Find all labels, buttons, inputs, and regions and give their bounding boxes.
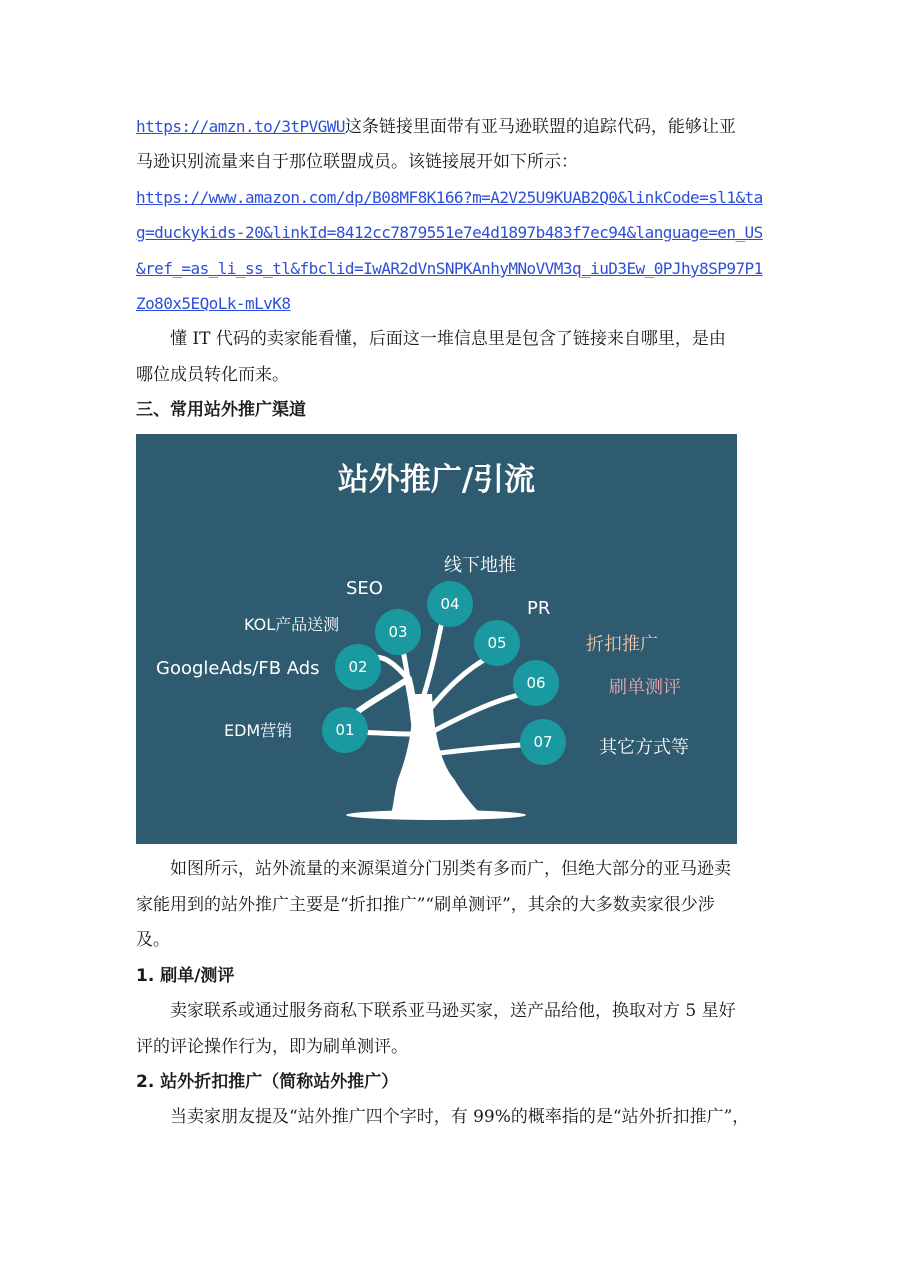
it-paragraph-line-1: 懂 IT 代码的卖家能看懂，后面这一堆信息里是包含了链接来自哪里，是由 <box>170 329 726 349</box>
node-07-circle: 07 <box>520 719 566 765</box>
label-googleads: GoogleAds/FB Ads <box>156 658 320 679</box>
long-link-line-2 <box>136 222 766 244</box>
link-paragraph-line-2: 马逊识别流量来自于那位联盟成员。该链接展开如下所示： <box>136 152 578 172</box>
label-others: 其它方式等 <box>599 737 689 758</box>
node-06-circle: 06 <box>513 660 559 706</box>
label-review: 刷单测评 <box>609 677 681 698</box>
label-edm: EDM营销 <box>224 721 293 740</box>
node-01-circle: 01 <box>322 707 368 753</box>
label-discount: 折扣推广 <box>586 634 658 655</box>
shuadan-paragraph-line-2: 评的评论操作行为，即为刷单测评。 <box>136 1037 408 1057</box>
long-amazon-link-part-3[interactable]: &ref_=as_li_ss_tl&fbclid=IwAR2dVnSNPKAnhyMNoVVM3q_iuD3Ew_0PJhy8SP97P1 <box>136 259 763 278</box>
it-paragraph-line-2: 哪位成员转化而来。 <box>136 365 289 385</box>
heading-shuadan: 1. 刷单/测评 <box>136 966 235 986</box>
label-pr: PR <box>527 598 551 619</box>
long-link-line-3 <box>136 258 766 280</box>
link-paragraph-line-1 <box>136 116 766 138</box>
node-05-circle: 05 <box>474 620 520 666</box>
long-amazon-link-part-2[interactable]: g=duckykids-20&linkId=8412cc7879551e7e4d1897b483f7ec94&language=en_US <box>136 223 763 242</box>
tree-base <box>346 810 526 820</box>
shuadan-paragraph-line-1: 卖家联系或通过服务商私下联系亚马逊买家，送产品给他，换取对方 5 星好 <box>170 1001 736 1021</box>
long-amazon-link-part-4[interactable]: Zo80x5EQoLk-mLvK8 <box>136 294 291 313</box>
section-3-heading: 三、常用站外推广渠道 <box>136 400 306 420</box>
link-paragraph-text-1: 这条链接里面带有亚马逊联盟的追踪代码，能够让亚 <box>344 117 736 137</box>
figure-paragraph-line-1: 如图所示，站外流量的来源渠道分门别类有多而广，但绝大部分的亚马逊卖 <box>170 859 731 879</box>
long-link-line-4 <box>136 293 766 315</box>
figure-title: 站外推广/引流 <box>337 462 536 498</box>
label-offline: 线下地推 <box>444 555 516 576</box>
label-kol: KOL产品送测 <box>244 615 340 634</box>
promotion-tree-figure <box>136 434 737 844</box>
last-paragraph-line-1: 当卖家朋友提及“站外推广四个字时，有 99%的概率指的是“站外折扣推广”， <box>170 1107 750 1127</box>
figure-paragraph-line-3: 及。 <box>136 930 170 950</box>
figure-paragraph-line-2: 家能用到的站外推广主要是“折扣推广”“刷单测评”，其余的大多数卖家很少涉 <box>136 895 715 915</box>
label-seo: SEO <box>346 578 383 599</box>
node-02-circle: 02 <box>335 644 381 690</box>
node-04-circle: 04 <box>427 581 473 627</box>
long-amazon-link-part-1[interactable]: https://www.amazon.com/dp/B08MF8K166?m=A2V25U9KUAB2Q0&linkCode=sl1&ta <box>136 188 763 207</box>
node-03-circle: 03 <box>375 609 421 655</box>
short-amazon-link[interactable]: https://amzn.to/3tPVGWU <box>136 117 345 136</box>
long-link-line-1 <box>136 187 766 209</box>
heading-discount-promo: 2. 站外折扣推广（简称站外推广） <box>136 1072 399 1092</box>
